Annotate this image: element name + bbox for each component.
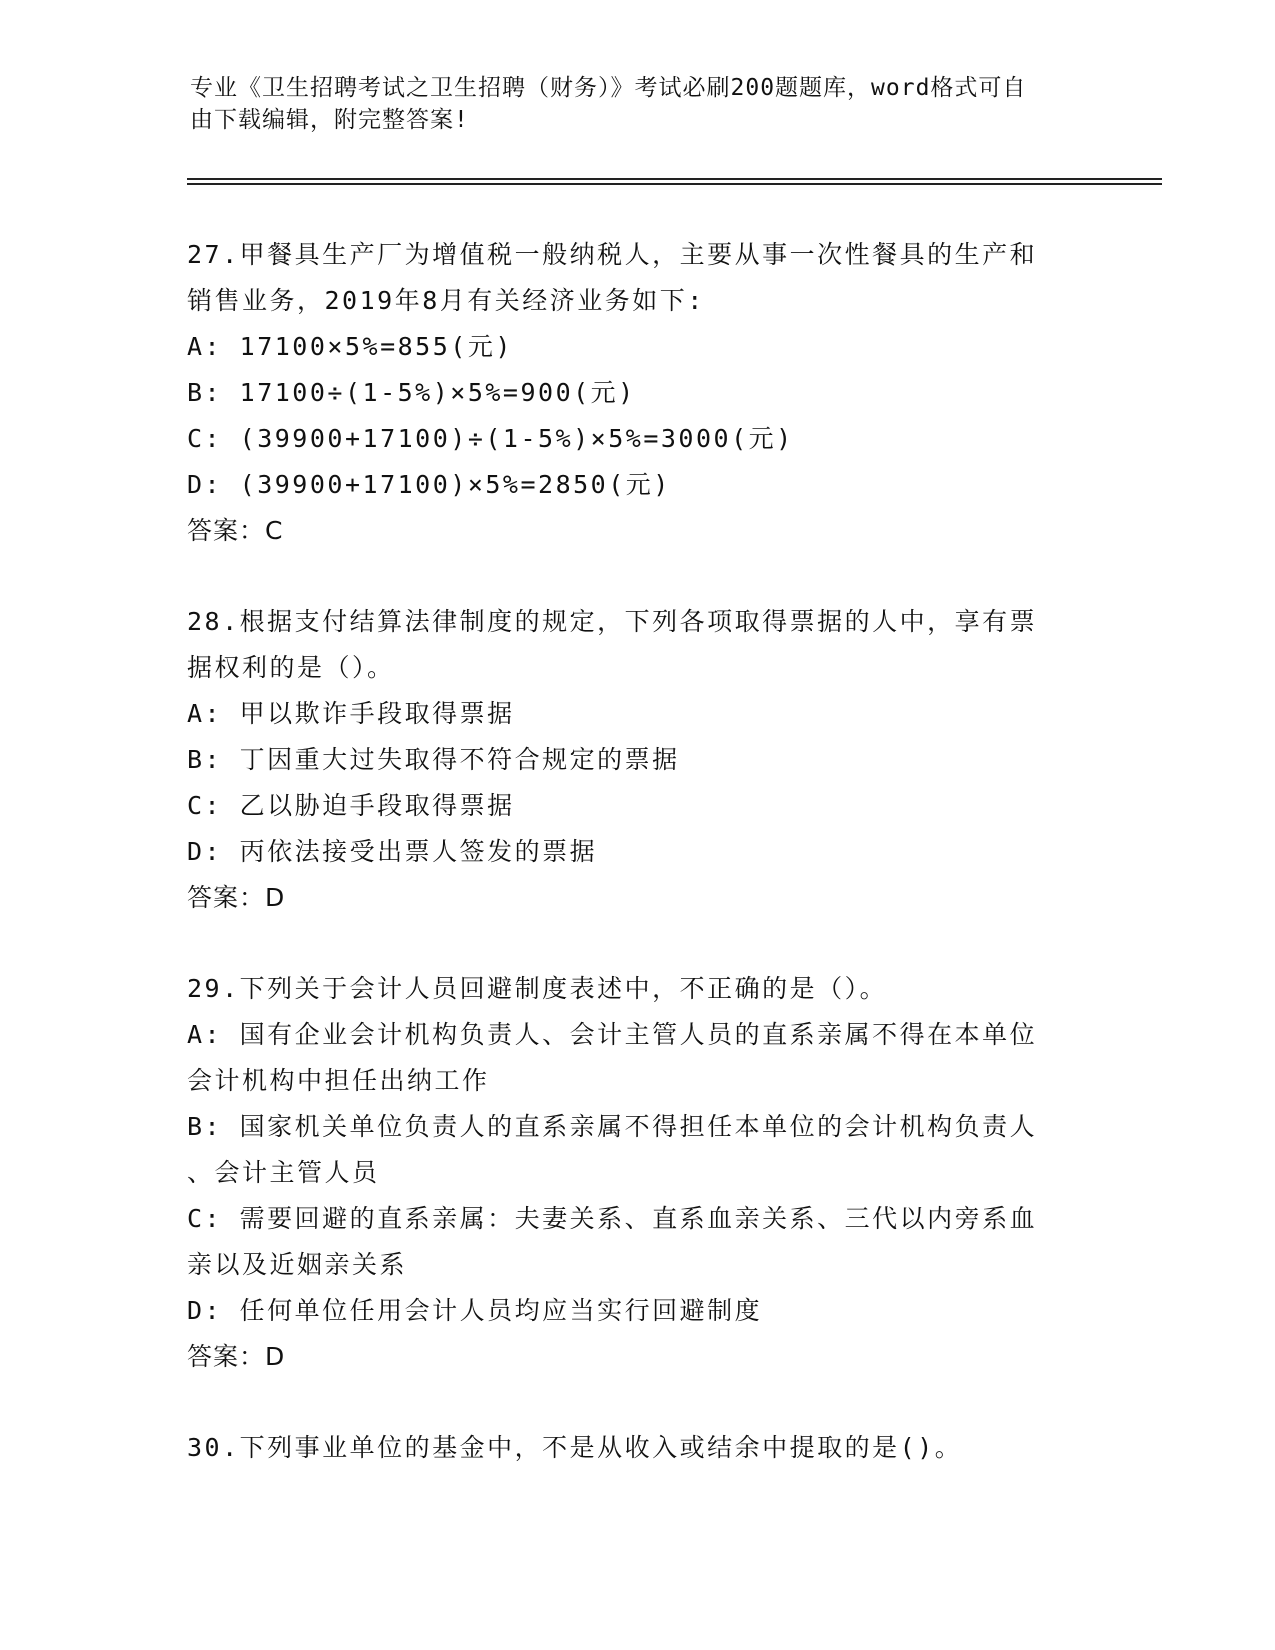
question-stem-line: 29.下列关于会计人员回避制度表述中，不正确的是（）。 [187, 974, 888, 1003]
option-c: C: 需要回避的直系亲属：夫妻关系、直系血亲关系、三代以内旁系血 [187, 1204, 1038, 1233]
option-d: D: 任何单位任用会计人员均应当实行回避制度 [187, 1296, 763, 1325]
answer: 答案：C [187, 516, 284, 545]
option-d: D: (39900+17100)×5%=2850(元) [187, 470, 671, 499]
option-b: B: 17100÷(1-5%)×5%=900(元) [187, 378, 636, 407]
option-c: C: (39900+17100)÷(1-5%)×5%=3000(元) [187, 424, 794, 453]
option-d: D: 丙依法接受出票人签发的票据 [187, 837, 598, 866]
question-30 [187, 1425, 1087, 1471]
question-29 [187, 966, 1087, 1380]
header-divider-top [187, 178, 1162, 180]
answer: 答案：D [187, 883, 286, 912]
option-b: B: 国家机关单位负责人的直系亲属不得担任本单位的会计机构负责人 [187, 1112, 1038, 1141]
option-a: A: 17100×5%=855(元) [187, 332, 513, 361]
option-b: B: 丁因重大过失取得不符合规定的票据 [187, 745, 680, 774]
answer: 答案：D [187, 1342, 286, 1371]
question-stem-line: 27.甲餐具生产厂为增值税一般纳税人，主要从事一次性餐具的生产和 [187, 240, 1038, 269]
option-a: A: 甲以欺诈手段取得票据 [187, 699, 515, 728]
question-28 [187, 599, 1087, 921]
question-stem-line: 据权利的是（）。 [187, 653, 395, 682]
question-27 [187, 232, 1087, 554]
header-divider-bottom [187, 183, 1162, 185]
option-a: A: 国有企业会计机构负责人、会计主管人员的直系亲属不得在本单位 [187, 1020, 1038, 1049]
option-c: C: 乙以胁迫手段取得票据 [187, 791, 515, 820]
question-stem-line: 28.根据支付结算法律制度的规定，下列各项取得票据的人中，享有票 [187, 607, 1038, 636]
option-a-continued: 会计机构中担任出纳工作 [187, 1066, 490, 1095]
header-line-1: 专业《卫生招聘考试之卫生招聘（财务）》考试必刷200题题库，word格式可自 [190, 75, 1027, 101]
question-stem-line: 30.下列事业单位的基金中，不是从收入或结余中提取的是()。 [187, 1433, 963, 1462]
document-header [190, 72, 1090, 136]
question-list [187, 232, 1087, 1516]
header-line-2: 由下载编辑，附完整答案! [190, 107, 469, 133]
option-b-continued: 、会计主管人员 [187, 1158, 380, 1187]
question-stem-line: 销售业务，2019年8月有关经济业务如下: [187, 286, 705, 315]
option-c-continued: 亲以及近姻亲关系 [187, 1250, 408, 1279]
